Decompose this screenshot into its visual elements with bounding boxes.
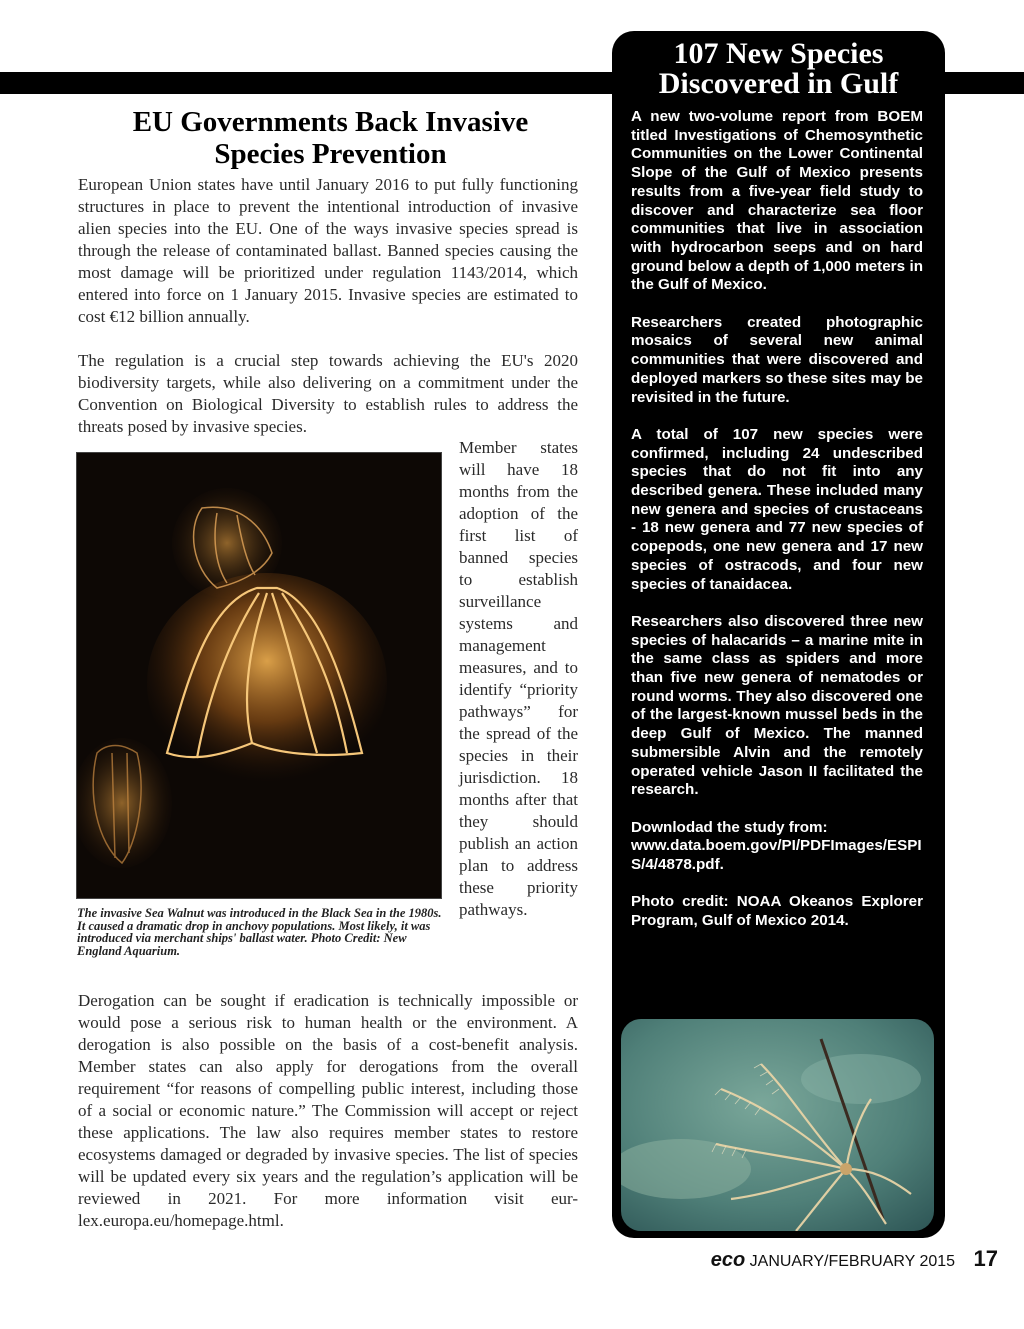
- sidebar-title-line1: 107 New Species: [673, 37, 884, 70]
- sidebar-paragraph: Researchers created photographic mosaics of several new animal communities that were discovered and deployed markers so these sites may be revisited in the future.: [631, 313, 923, 406]
- page-number: 17: [973, 1246, 998, 1271]
- article-paragraph-1: European Union states have until January 2016 to put fully functioning structures in place to prevent the intentional introduction of invasive alien species into the EU. One of the ways invasive species spread is through the release of contaminated ballast. Banned species causing the most damage will be prioritized under regulation 1143/2014, which entered into force on 1 January 2015. Invasive species are estimated to cost €12 billion annually.: [78, 175, 578, 326]
- sea-walnut-image: [77, 453, 441, 898]
- sidebar-box: [612, 31, 945, 1238]
- article-title: [78, 106, 583, 170]
- sidebar-paragraph: Researchers also discovered three new species of halacarids – a marine mite in the same class as spiders and more than five new genera of nematodes or round worms. They also discovered one of the largest-known mussel beds in the deep Gulf of Mexico. The manned submersible Alvin and the remotely operated vehicle Jason II facilitated the research.: [631, 612, 923, 799]
- sidebar-paragraph: A total of 107 new species were confirmed, including 24 undescribed species that do not fit into any described genera. These included many new genera and species of crustaceans - 18 new genera and 77 new species of copepods, one new genera and 17 new species of ostracods, and four new species of tanaidacea.: [631, 425, 923, 593]
- article-title-line2: Species Prevention: [214, 138, 447, 170]
- magazine-brand: eco: [710, 1249, 746, 1271]
- article-paragraph-3: Derogation can be sought if eradication is technically impossible or would pose a serious risk to human health or the environment. A derogation is also possible on the basis of a cost-benefit analysis. Member states can also apply for derogations from the overall requirement “for reasons of compelling public interest, including those of a social or economic nature.” The Commission will accept or reject these applications. The law also requires member states to restore ecosystems damaged or degraded by invasive species. The list of species will be updated every six years and the regulation’s application will be reviewed in 2021. For more information visit eur-lex.europa.eu/homepage.html.: [78, 991, 578, 1230]
- photo-credit: Photo credit: NOAA Okeanos Explorer Program, Gulf of Mexico 2014.: [631, 893, 923, 930]
- issue-date: JANUARY/FEBRUARY 2015: [749, 1253, 956, 1270]
- crinoid-photo: [621, 1019, 934, 1231]
- download-block: [631, 819, 923, 875]
- sidebar-paragraph: A new two-volume report from BOEM titled Investigations of Chemosynthetic Communities on the Lower Continental Slope of the Gulf of Mexico presents results from a five-year field study to discover and characterize sea floor communities that live in association with hydrocarbon seeps and on hard ground below a depth of 1,000 meters in the Gulf of Mexico.: [631, 108, 923, 294]
- article-title-line1: EU Governments Back Invasive: [132, 106, 529, 138]
- sea-walnut-photo: [76, 452, 442, 899]
- photo-caption: The invasive Sea Walnut was introduced in the Black Sea in the 1980s. It caused a dramatic drop in anchovy populations. Most likely, it was introduced via merchant ships' ballast water. Photo Credit: New England Aquarium.: [77, 906, 442, 958]
- article-paragraph-2: The regulation is a crucial step towards achieving the EU's 2020 biodiversity targets, while also delivering on a commitment under the Convention on Biological Diversity to establish rules to address the threats posed by invasive species.: [78, 351, 578, 436]
- sidebar-title-line2: Discovered in Gulf: [658, 67, 899, 100]
- page-footer: [711, 1246, 998, 1272]
- sidebar-body: [631, 108, 923, 950]
- download-link[interactable]: www.data.boem.gov/PI/PDFImages/ESPIS/4/4878.pdf.: [631, 837, 922, 874]
- crinoid-image: [621, 1019, 934, 1231]
- sidebar-title: [612, 39, 945, 99]
- download-label: Downlodad the study from:: [631, 818, 828, 836]
- article-narrow-column: Member states will have 18 months from the adoption of the first list of banned species to establish surveillance systems and management measures, and to identify “priority pathways” for the spread of the species in their jurisdiction. 18 months after that they should publish an action plan to address these priority pathways.: [459, 438, 578, 919]
